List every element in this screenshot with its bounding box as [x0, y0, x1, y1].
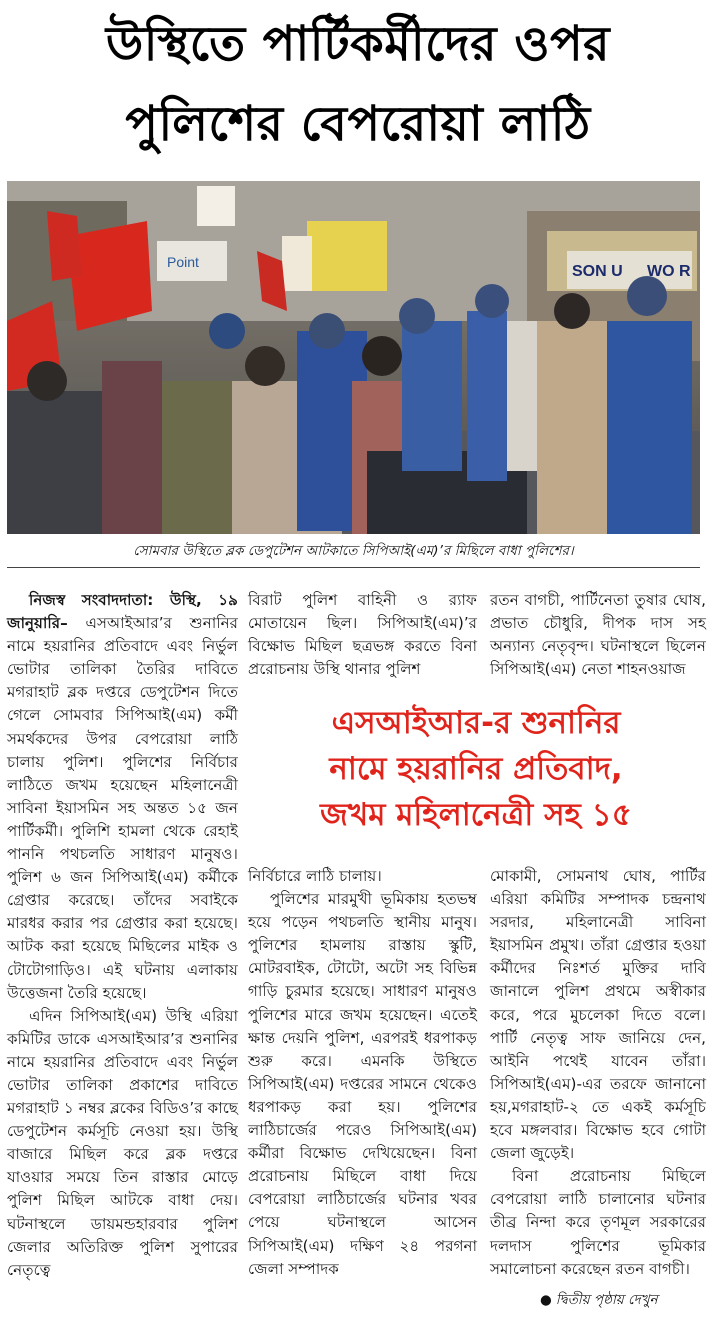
article-column-3-bottom [490, 865, 706, 1281]
dateline: নিজস্ব সংবাদদাতা: উস্থি, ১৯ জানুয়ারি– [7, 591, 238, 633]
headline-line-1: উস্থিতে পার্টিকর্মীদের ওপর [105, 16, 611, 72]
caption-divider [7, 567, 700, 568]
news-photo [7, 181, 700, 534]
signboard-right-text: SON U [572, 263, 623, 280]
article-paragraph: বিরাট পুলিশ বাহিনী ও র‌্যাফ মোতায়েন ছিল। সিপিআই(এম)’র বিক্ষোভ মিছিল ছত্রভঙ্গ করতে বিনা প্ররোচনায় উস্থি থানার পুলিশ [248, 591, 477, 679]
subheadline-line-1: এসআইআর-র শুনানির [331, 705, 621, 741]
red-flag [47, 211, 82, 281]
article-paragraph: মোকামী, সোমনাথ ঘোষ, পার্টির এরিয়া কমিটির সম্পাদক চন্দ্রনাথ সরদার, মহিলানেত্রী সাবিনা ইয়াসমিন প্রমুখ। তাঁরা গ্রেপ্তার হওয়া কর্মীদের নিঃশর্ত মুক্তির দাবি জানালে পুলিশ প্রথমে অস্বীকার করে, পরে মুচলেকা দিতে বলে। পার্টি নেতৃত্ব সাফ জানিয়ে দেন, আইনি পথেই যাবেন তাঁরা। সিপিআই(এম)-এর তরফে জানানো হয়,মগরাহাট-২ তে একই কর্মসূচি হবে মঙ্গলবার। বিক্ষোভ হবে গোটা জেলা জুড়েই। [490, 867, 706, 1163]
signboard-right-text-2: WO R [647, 263, 691, 280]
poster-yellow [307, 221, 387, 291]
article-column-2-bottom [248, 865, 477, 1281]
article-paragraph: বিনা প্ররোচনায় মিছিলে বেপরোয়া লাঠি চালানোর ঘটনার তীব্র নিন্দা করে তৃণমূল সরকারের দলদাস পুলিশের ভূমিকার সমালোচনা করেছেন রতন বাগচী। [490, 1167, 706, 1278]
article-column-1 [7, 589, 238, 1282]
article-paragraph: এদিন সিপিআই(এম) উস্থি এরিয়া কমিটির ডাকে এসআইআর’র শুনানির নামে হয়রানির প্রতিবাদে এবং নির্ভুল ভোটার তালিকা প্রকাশের দাবিতে মগরাহাট ১ নম্বর ব্লকের বিডিও’র কাছে ডেপুটেশন কর্মসূচি নেওয়া হয়। উস্থি বাজারে মিছিল করে ব্লক দপ্তরে যাওয়ার সময়ে তিন রাস্তার মোড়ে পুলিশ মিছিল আটকে বাধা দেয়। ঘটনাস্থলে ডায়মন্ডহারবার পুলিশ জেলার অতিরিক্ত পুলিশ সুপারের নেতৃত্বে [7, 1006, 238, 1279]
paragraph-text: এসআইআর’র শুনানির নামে হয়রানির প্রতিবাদে এবং নির্ভুল ভোটার তালিকা তৈরির দাবিতে মগরাহাট ব্লক দপ্তরে ডেপুটেশন দিতে গেলে সোমবার সিপিআই(এম) কর্মী সমর্থকদের উপর বেপরোয়া লাঠি চালায় পুলিশ। পুলিশের নির্বিচার লাঠিতে জখম হয়েছেন মহিলানেত্রী সাবিনা ইয়াসমিন সহ অন্তত ১৫ জন পার্টিকর্মী। পুলিশি হামলা থেকে রেহাই পাননি পথচলতি সাধারণ মানুষও। পুলিশ ৬ জন সিপিআই(এম) কর্মীকে গ্রেপ্তার করেছে। তাঁদের সবাইকে মারধর করার পর গ্রেপ্তার করা হয়েছে। আটক করা হয়েছে মিছিলের মাইক ও টোটোগাড়িও। এই ঘটনায় এলাকায় উত্তেজনা তৈরি হয়েছে। [7, 614, 238, 1002]
subheadline-line-3: জখম মহিলানেত্রী সহ ১৫ [320, 797, 632, 833]
article-column-3-top [490, 589, 706, 681]
subheadline-line-2: নামে হয়রানির প্রতিবাদ, [329, 751, 623, 787]
placard [282, 236, 312, 291]
continued-note [540, 1289, 658, 1312]
article-paragraph: পুলিশের মারমুখী ভূমিকায় হতভম্ব হয়ে পড়েন পথচলতি স্থানীয় মানুষ। পুলিশের হামলায় রাস্তায় স্কুটি, মোটরবাইক, টোটো, অটো সহ বিভিন্ন গাড়ি চুরমার হয়েছে। সাধারণ মানুষও পুলিশের মারে জখম হয়েছেন। এতেই ক্ষান্ত দেয়নি পুলিশ, এরপরই ধরপাকড় শুরু করে। এমনকি উস্থিতে সিপিআই(এম) দপ্তরের সামনে থেকেও ধরপাকড় করা হয়। পুলিশের লাঠিচার্জের পরেও সিপিআই(এম) কর্মীরা বিক্ষোভ দেখিয়েছেন। বিনা প্ররোচনায় মিছিলে বাধা দিয়ে বেপরোয়া লাঠিচার্জের ঘটনার খবর পেয়ে ঘটনাস্থলে আসেন সিপিআই(এম) দক্ষিণ ২৪ পরগনা জেলা সম্পাদক [248, 890, 477, 1278]
continued-text: দ্বিতীয় পৃষ্ঠায় দেখুন [555, 1292, 658, 1308]
protest-scene-illustration [7, 181, 700, 534]
headline [10, 4, 706, 164]
article-paragraph: নির্বিচারে লাঠি চালায়। [248, 867, 382, 885]
signboard-left-text: Point [167, 254, 199, 270]
article-paragraph [7, 589, 238, 1005]
bullet-icon: ● [540, 1292, 552, 1308]
subheadline [246, 700, 706, 838]
headline-line-2: পুলিশের বেপরোয়া লাঠি [125, 96, 591, 152]
article-paragraph: রতন বাগচী, পার্টিনেতা তুষার ঘোষ, প্রভাত চৌধুরি, দীপক দাস সহ অন্যান্য নেতৃবৃন্দ। ঘটনাস্থলে ছিলেন সিপিআই(এম) নেতা শাহনওয়াজ [490, 591, 706, 679]
placard [197, 186, 235, 226]
photo-caption: সোমবার উস্থিতে ব্লক ডেপুটেশন আটকাতে সিপিআই(এম)’র মিছিলে বাধা পুলিশের। [133, 543, 574, 559]
article-column-2-top [248, 589, 477, 681]
